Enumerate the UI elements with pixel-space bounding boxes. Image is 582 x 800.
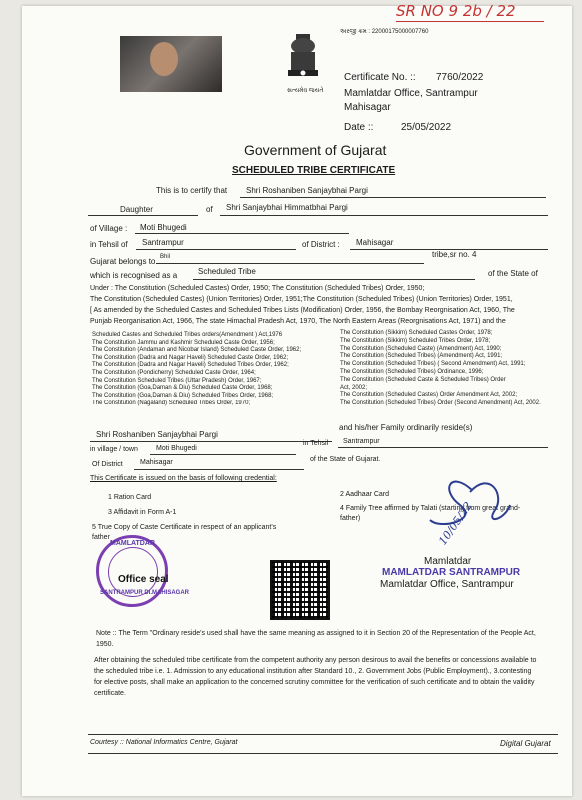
in-tehsil-label: in Tehsil [303, 440, 329, 447]
tribe-sr-label: tribe,sr no. 4 [432, 250, 477, 259]
order-right-item: The Constitution (Scheduled Castes) Order Amendment Act, 2002; [340, 392, 518, 399]
under-text-3: [ As amended by the Scheduled Castes and Scheduled Tribes Lists (Modification) Order, 1956, the Bombay Reorgnisation Act, 1960, The [90, 307, 515, 314]
of-district-label: Of District [92, 461, 123, 468]
office-line-1: Mamlatdar Office, Santrampur [344, 88, 478, 99]
government-title: Government of Gujarat [244, 142, 387, 158]
order-left-item: The Constitution (Pondicherry) Scheduled Caste Order, 1964; [92, 369, 256, 376]
order-left-item: The Constitution (Nagaland) Scheduled Tribes Order, 1970; [92, 400, 251, 407]
order-right-item: The Constitution (Scheduled Tribes) Ordinance, 1996; [340, 368, 484, 375]
certify-label: This is to certify that [156, 186, 228, 195]
credential-aadhaar: 2 Aadhaar Card [340, 491, 390, 498]
seal-ring-text-2: SANTRAMPUR DI.MAHISAGAR [100, 590, 189, 596]
district-label: of District : [302, 240, 340, 249]
person-name-2: Shri Roshaniben Sanjaybhai Pargi [96, 430, 218, 439]
person-name-2-line [90, 441, 332, 442]
note-1b: 1950. [96, 641, 114, 648]
order-right-item: The Constitution (Scheduled Tribes) (Amendment) Act, 1991; [340, 353, 503, 360]
order-left-item: The Constitution Scheduled Tribes (Uttar Pradesh) Order, 1967; [92, 377, 262, 384]
order-left-item: The Constitution (Andaman and Nicobar Island) Scheduled Caste Order, 1962; [92, 347, 302, 354]
courtesy-text: Courtesy :: National Informatics Centre, Gujarat [90, 739, 238, 746]
orders-left-list [92, 332, 301, 406]
tribe-name: Bhil [160, 254, 171, 260]
credential-caste-cert: 5 True Copy of Caste Certificate in respect of an applicant's [92, 524, 277, 531]
recognised-line [193, 279, 475, 280]
note-2a: After obtaining the scheduled tribe certificate from the competent authority any person desirous to avail the benefits or concessions available to [94, 657, 537, 664]
certificate-number-label: Certificate No. :: [344, 72, 416, 83]
under-text-4: Punjab Reorganisation Act, 1966, The state Himachal Pradesh Act, 1970, The North Eastern Areas (Reorgnisations Act, 1971) and the [90, 318, 506, 325]
credential-affidavit: 3 Affidavit in Form A-1 [108, 509, 177, 516]
certificate-number: 7760/2022 [436, 72, 484, 83]
digital-gujarat-text: Digital Gujarat [500, 739, 551, 748]
serial-stamp-underline [396, 21, 544, 22]
village-2: Moti Bhugedi [156, 445, 197, 452]
order-right-item: Act, 2002; [340, 384, 368, 391]
office-seal-label: Office seal [118, 574, 169, 585]
emblem-motto: સત્યમેવ જયતે [287, 88, 324, 94]
name-line [240, 197, 546, 198]
order-right-item: The Constitution (Scheduled Tribes) ( Second Amendment) Act, 1991; [340, 361, 526, 368]
under-text-2: The Constitution (Scheduled Castes) (Union Territories) Order, 1951;The Constitution (Scheduled Tribes) (Union Territories) Order, 1951, [90, 296, 513, 303]
credential-caste-cert-cont: father [92, 534, 110, 541]
order-right-item: The Constitution (Scheduled Caste & Scheduled Tribes) Order [340, 376, 506, 383]
village-2-line [150, 454, 296, 455]
order-right-item: The Constitution (Scheduled Tribes) Order (Second Amendment) Act, 2002. [340, 400, 541, 407]
note-1: Note :: The Term "Ordinary reside's used shall have the same meaning as assigned to it in Section 20 of the Representation of the People Act, [96, 630, 536, 637]
credential-family-tree: 4 Family Tree affirmed by Talati (starting from great grand- [340, 505, 521, 512]
tehsil-2: Santrampur [343, 438, 380, 445]
issue-date: 25/05/2022 [401, 122, 452, 133]
order-left-item: The Constitution (Goa,Daman & Diu) Scheduled Tribes Order, 1968; [92, 392, 274, 399]
tehsil-line [136, 249, 296, 250]
tehsil: Santrampur [142, 238, 184, 247]
verification-qr-code [270, 560, 330, 620]
father-name: Shri Sanjaybhai Himmatbhai Pargi [226, 203, 348, 212]
applicant-photo [120, 36, 222, 92]
certificate-title: SCHEDULED TRIBE CERTIFICATE [232, 165, 396, 176]
district-2: Mahisagar [140, 459, 173, 466]
date-label: Date :: [344, 122, 374, 133]
note-2c: for elective posts, shall make an application to the concerned scrutiny committee for the verification of such certificate and to obtain the validity [94, 679, 535, 686]
issued-basis: This Certificate is issued on the basis of following credential: [90, 475, 277, 482]
recognised-label: which is recognised as a [90, 271, 178, 280]
credential-ration-card: 1 Ration Card [108, 494, 152, 501]
village-line [135, 233, 349, 234]
village-town-label: in village / town [90, 446, 138, 453]
tehsil-2-line [338, 447, 548, 448]
note-2b: the scheduled tribe i.e. 1. Admission to any educational institution after Standard 10., 2. Government Jobs (Public Employment)., 3.contesting [94, 668, 532, 675]
credential-family-tree-cont: father) [340, 515, 361, 522]
state-emblem-icon [282, 32, 324, 90]
district: Mahisagar [356, 238, 394, 247]
signer-title: Mamlatdar [424, 556, 472, 567]
district-2-line [134, 469, 304, 470]
order-right-item: The Constitution (Sikkim) Scheduled Castes Order, 1978; [340, 330, 493, 336]
of-label: of [206, 205, 213, 214]
under-text-1: Under : The Constitution (Scheduled Castes) Order, 1950; The Constitution (Scheduled Tribes) Order, 1950; [90, 285, 425, 292]
signer-stamp: MAMLATDAR SANTRAMPUR [382, 567, 521, 578]
relation-line [88, 215, 198, 216]
state-gujarat-label: of the State of Gujarat. [310, 456, 381, 463]
order-right-item: The Constitution (Scheduled Caste) (Amendment) Act, 1990; [340, 345, 502, 352]
seal-ring-text: MAMLATDAR [110, 540, 155, 547]
application-number: અરજી ક્રમ : 22000175000007760 [340, 29, 429, 35]
recognised-as: Scheduled Tribe [198, 267, 256, 276]
village-label: of Village : [90, 224, 128, 233]
tribe-line [156, 263, 424, 264]
office-line-2: Mahisagar [344, 102, 391, 113]
orders-right-list [340, 330, 541, 408]
village: Moti Bhugedi [140, 223, 187, 232]
order-left-item: Scheduled Castes and Scheduled Tribes orders(Amendment ) Act,1976 [92, 332, 283, 338]
signer-office: Mamlatdar Office, Santrampur [380, 579, 514, 590]
order-left-item: The Constitution (Dadra and Nagar Haveli) Scheduled Caste Order, 1962; [92, 354, 289, 361]
father-line [220, 215, 548, 216]
relation: Daughter [120, 205, 153, 214]
signature-date: 10/05/22 [436, 499, 475, 548]
note-2d: certificate. [94, 690, 126, 697]
tehsil-label: in Tehsil of [90, 240, 128, 249]
order-right-item: The Constitution (Sikkim) Scheduled Tribes Order, 1978; [340, 337, 491, 344]
state-of-label: of the State of [488, 269, 538, 278]
belongs-label: Gujarat belongs to [90, 257, 156, 266]
order-left-item: The Constitution (Dadra and Nagar Haveli) Scheduled Tribes Order, 1962; [92, 362, 289, 369]
order-left-item: The Constitution (Goa,Daman & Diu) Scheduled Caste Order, 1968; [92, 385, 273, 392]
photo-face [150, 42, 178, 76]
serial-stamp: SR NO 9 2b / 22 [396, 2, 516, 20]
person-name: Shri Roshaniben Sanjaybhai Pargi [246, 186, 368, 195]
order-left-item: The Constitution Jammu and Kashmir Scheduled Caste Order, 1956; [92, 339, 275, 346]
family-reside-label: and his/her Family ordinarily reside(s) [339, 423, 473, 432]
